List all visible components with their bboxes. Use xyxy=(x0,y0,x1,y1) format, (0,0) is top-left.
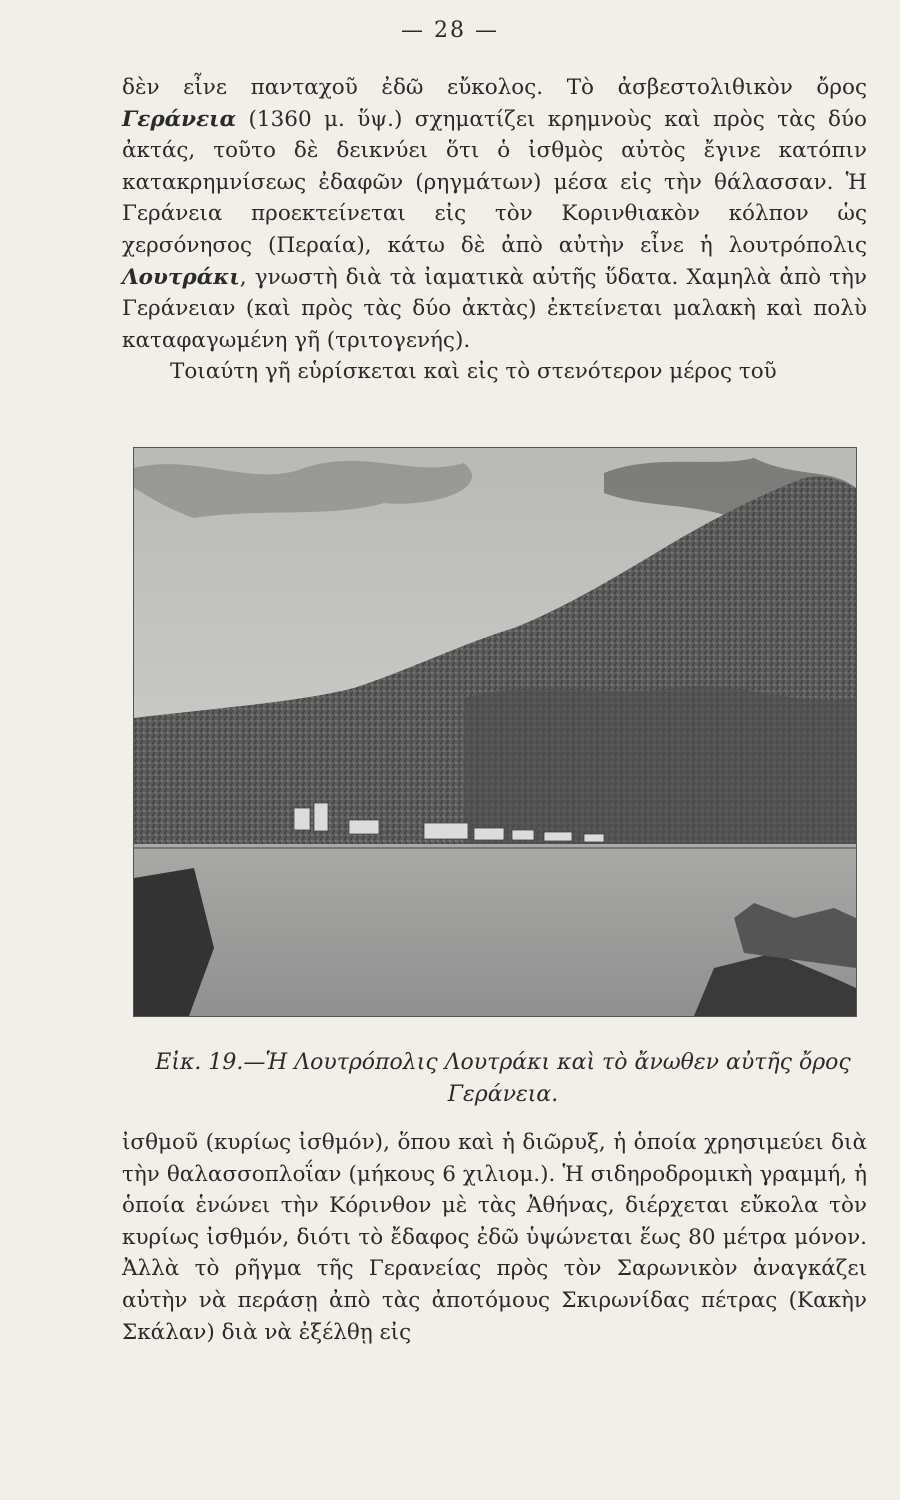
figure-caption xyxy=(133,1047,873,1111)
figure-caption-text: Ἡ Λουτρόπολις Λουτράκι καὶ τὸ ἄνωθεν αὐτῆς ὄρος Γεράνεια. xyxy=(265,1050,851,1107)
paragraph-2: Τοιαύτη γῆ εὑρίσκεται καὶ εἰς τὸ στενότερον μέρος τοῦ xyxy=(170,359,777,385)
body-text-top xyxy=(122,72,867,388)
body-text-bottom xyxy=(122,1127,867,1348)
paragraph-3: ἰσθμοῦ (κυρίως ἰσθμόν), ὅπου καὶ ἡ διῶρυξ, ἡ ὁποία χρησιμεύει διὰ τὴν θαλασσοπλοΐαν (μήκους 6 χιλιομ.). Ἡ σιδηροδρομικὴ γραμμή, ἡ ὁποία ἑνώνει τὴν Κόρινθον μὲ τὰς Ἀθήνας, διέρχεται εὔκολα τὸν κυρίως ἰσθμόν, διότι τὸ ἔδαφος ἐδῶ ὑψώνεται ἕως 80 μέτρα μόνον. Ἀλλὰ τὸ ρῆγμα τῆς Γερανείας πρὸς τὸν Σαρωνικὸν ἀναγκάζει αὐτὴν νὰ περάσῃ ἀπὸ τὰς ἀποτόμους Σκιρωνίδας πέτρας (Κακὴν Σκάλαν) διὰ νὰ ἐξέλθῃ εἰς xyxy=(122,1130,867,1345)
page-number: — 28 — xyxy=(401,18,499,43)
paragraph-1: δὲν εἶνε πανταχοῦ ἐδῶ εὔκολος. Τὸ ἀσβεστολιθικὸν ὄρος Γεράνεια (1360 μ. ὕψ.) σχηματίζει κρημνοὺς καὶ πρὸς τὰς δύο ἀκτάς, τοῦτο δὲ δεικνύει ὅτι ὁ ἰσθμὸς αὐτὸς ἔγινε κατόπιν κατακρημνίσεως ἐδαφῶν (ρηγμάτων) μέσα εἰς τὴν θάλασσαν. Ἡ Γεράνεια προεκτείνεται εἰς τὸν Κορινθιακὸν κόλπον ὡς χερσόνησος (Περαία), κάτω δὲ ἀπὸ αὐτὴν εἶνε ἡ λουτρόπολις Λουτράκι, γνωστὴ διὰ τὰ ἰαματικὰ αὐτῆς ὕδατα. Χαμηλὰ ἀπὸ τὴν Γεράνειαν (καὶ πρὸς τὰς δύο ἀκτὰς) ἐκτείνεται μαλακὴ καὶ πολὺ καταφαγωμένη γῆ (τριτογενής). xyxy=(122,75,867,353)
photograph-loutraki-geraneia xyxy=(133,447,857,1017)
figure-label: Εἰκ. 19.— xyxy=(155,1050,266,1075)
bold-term-loutraki: Λουτράκι xyxy=(122,264,240,290)
bold-term-geraneia: Γεράνεια xyxy=(122,106,237,132)
